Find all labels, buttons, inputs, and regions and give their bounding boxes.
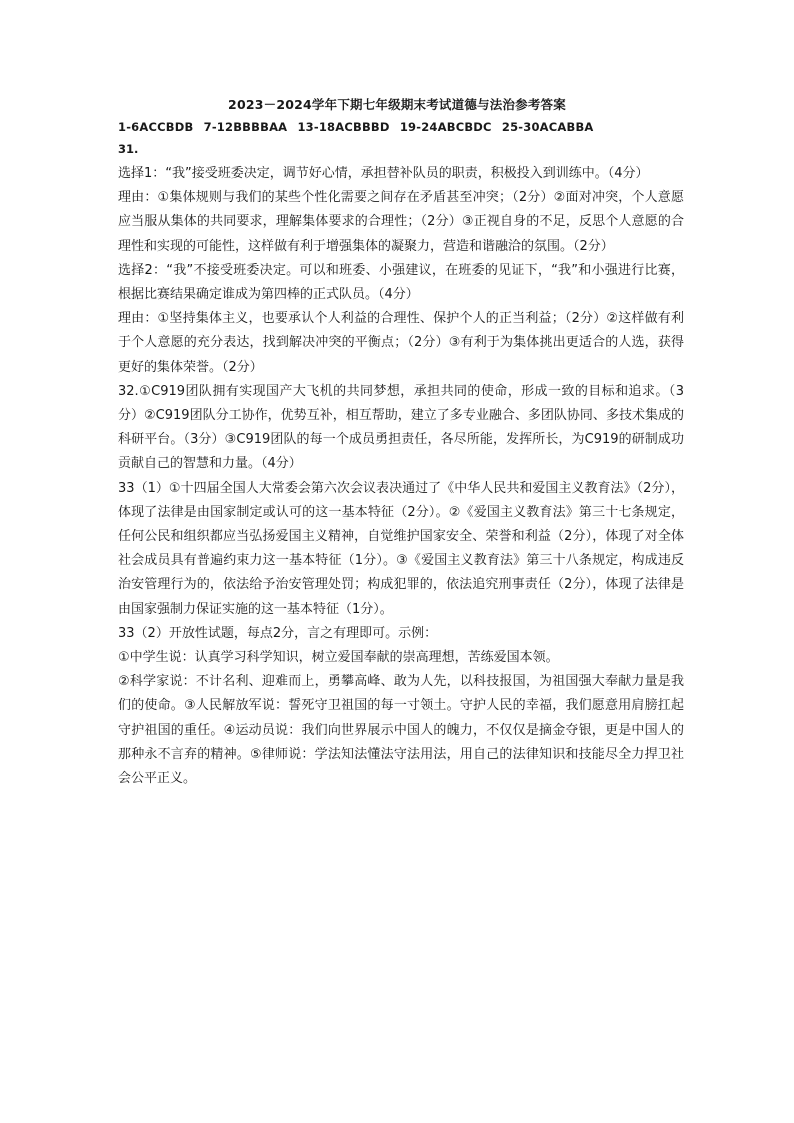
answer-body [118,162,684,791]
q33-2-examples-others: ②科学家说：不计名利、迎难而上，勇攀高峰、敢为人先，以科技报国，为祖国强大奉献力量是我们的使命。③人民解放军说：誓死守卫祖国的每一寸领土。守护人民的幸福，我们愿意用肩膀扛起守护祖国的重任。④运动员说：我们向世界展示中国人的魄力，不仅仅是摘金夺银，更是中国人的那种永不言弃的精神。⑤律师说：学法知法懂法守法用法，用自己的法律知识和技能尽全力捍卫社会公平正义。 [118,674,684,787]
q31-reason-2: 理由：①坚持集体主义，也要承认个人利益的合理性、保护个人的正当利益；（2分）②这样做有利于个人意愿的充分表达，找到解决冲突的平衡点；（2分）③有利于为集体挑出更适合的人选，获得更好的集体荣誉。（2分） [118,311,684,375]
q33-1-answer: 33（1）①十四届全国人大常委会第六次会议表决通过了《中华人民共和爱国主义教育法》（2分），体现了法律是由国家制定或认可的这一基本特征（2分）。②《爱国主义教育法》第三十七条规定，任何公民和组织都应当弘扬爱国主义精神，自觉维护国家安全、荣誉和利益（2分），体现了对全体社会成员具有普遍约束力这一基本特征（1分）。③《爱国主义教育法》第三十八条规定，构成违反治安管理行为的，依法给予治安管理处罚；构成犯罪的，依法追究刑事责任（2分），体现了法律是由国家强制力保证实施的这一基本特征（1分）。 [118,480,684,617]
q33-2-intro: 33（2）开放性试题，每点2分，言之有理即可。示例： [118,625,438,641]
q31-choice-1: 选择1：“我”接受班委决定，调节好心情，承担替补队员的职责，积极投入到训练中。（4分） [118,166,649,181]
q33-2-example-student: ①中学生说：认真学习科学知识，树立爱国奉献的崇高理想，苦练爱国本领。 [118,650,559,666]
question-31-label: 31. [118,142,139,156]
q32-answer: 32.①C919团队拥有实现国产大飞机的共同梦想，承担共同的使命，形成一致的目标和追求。（3分）②C919团队分工协作，优势互补，相互帮助，建立了多专业融合、多团队协同、多技术集成的科研平台。（3分）③C919团队的每一个成员勇担责任，各尽所能，发挥所长，为C919的研制成功贡献自己的智慧和力量。（4分） [118,383,684,472]
q31-reason-1: 理由：①集体规则与我们的某些个性化需要之间存在矛盾甚至冲突；（2分）②面对冲突，个人意愿应当服从集体的共同要求，理解集体要求的合理性；（2分）③正视自身的不足，反思个人意愿的合理性和实现的可能性，这样做有利于增强集体的凝聚力，营造和谐融洽的氛围。（2分） [118,190,684,254]
q31-choice-2: 选择2：“我”不接受班委决定。可以和班委、小强建议，在班委的见证下，“我”和小强进行比赛，根据比赛结果确定谁成为第四棒的正式队员。（4分） [118,262,684,303]
multiple-choice-answers: 1-6ACCBDB 7-12BBBBAA 13-18ACBBBD 19-24ABCBDC 25-30ACABBA [118,120,594,134]
document-title: 2023－2024学年下期七年级期末考试道德与法治参考答案 [228,97,566,112]
